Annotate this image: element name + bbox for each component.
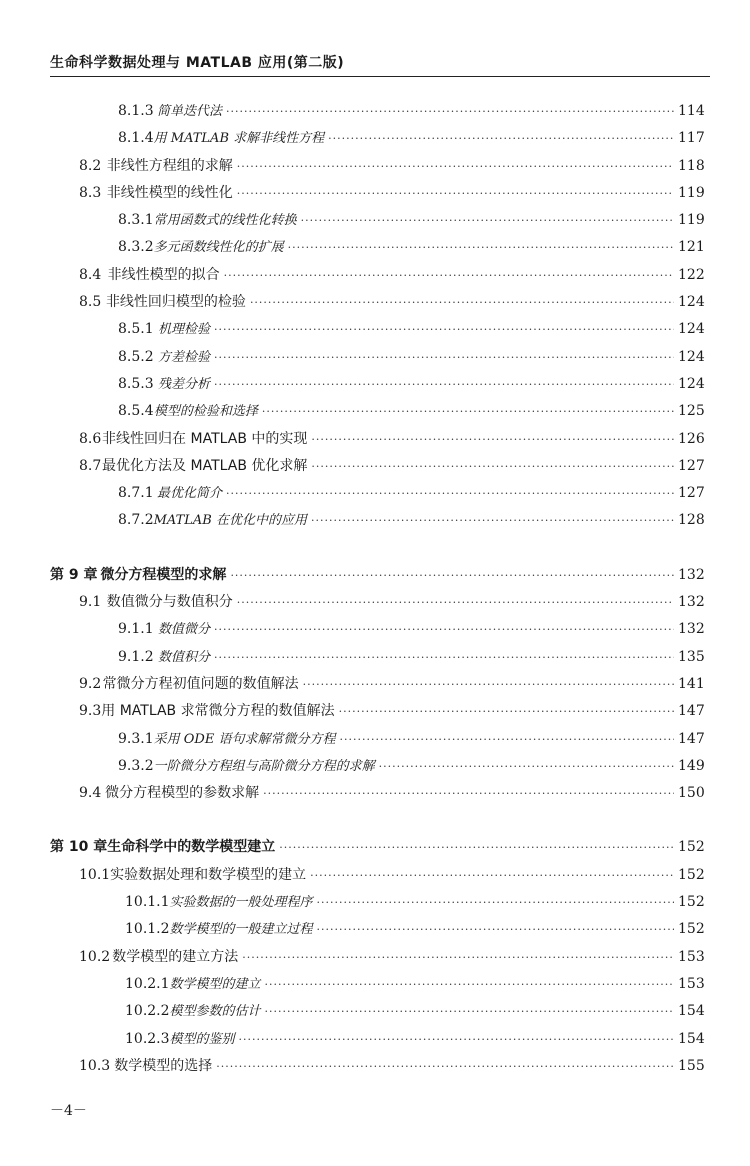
toc-entry[interactable] [0, 289, 750, 316]
dot-leader [224, 262, 674, 289]
toc-entry-title: 数值微分与数值积分 [106, 594, 233, 611]
toc-entry[interactable] [0, 507, 750, 534]
toc-entry-number: 9.1.2 [118, 648, 154, 665]
dot-leader [242, 944, 674, 971]
toc-entry-title: 非线性回归模型的检验 [105, 294, 246, 311]
dot-leader [216, 1053, 674, 1080]
toc-entry-number: 8.1.3 [118, 103, 154, 119]
toc-entry-number: 8.3 [79, 184, 102, 201]
toc-entry[interactable] [0, 698, 750, 725]
toc-entry-title: 微分方程模型的求解 [100, 566, 227, 583]
toc-entry-number: 8.5.1 [118, 321, 154, 338]
dot-leader [237, 589, 674, 616]
section-gap [0, 535, 750, 562]
toc-entry-title: 简单迭代法 [156, 104, 222, 119]
toc-entry-number: 8.5.2 [118, 348, 154, 365]
toc-entry-number: 9.2 [79, 675, 102, 692]
toc-entry-title: 方差检验 [158, 349, 211, 365]
toc-entry-number: 8.7 [79, 457, 102, 474]
toc-entry-title: 生命科学中的数学模型建立 [107, 839, 276, 856]
toc-entry-number: 第 10 章 [50, 839, 108, 856]
toc-entry-page: 135 [678, 648, 705, 665]
toc-entry-number: 9.1 [79, 594, 102, 611]
toc-entry-title: 数值微分 [158, 622, 211, 638]
dot-leader [265, 971, 674, 998]
toc-entry[interactable] [0, 562, 750, 589]
toc-entry-title: 采用 ODE 语句求解常微分方程 [153, 731, 336, 747]
toc-entry[interactable] [0, 671, 750, 698]
toc-entry[interactable] [0, 180, 750, 207]
toc-entry-title: 机理检验 [158, 322, 211, 338]
toc-entry[interactable] [0, 889, 750, 916]
dot-leader [250, 289, 674, 316]
toc-entry-page: 152 [678, 866, 705, 883]
toc-entry-page: 118 [678, 157, 705, 174]
toc-entry-number: 10.3 [79, 1057, 111, 1074]
toc-entry-page: 141 [678, 675, 705, 692]
toc-entry-page: 125 [678, 403, 705, 420]
toc-entry[interactable] [0, 862, 750, 889]
toc-entry-number: 10.1.1 [125, 894, 170, 911]
toc-entry-page: 154 [678, 1003, 705, 1020]
toc-entry[interactable] [0, 916, 750, 943]
toc-entry-number: 8.5 [79, 294, 102, 311]
toc-entry[interactable] [0, 262, 750, 289]
toc-entry-number: 8.5.4 [118, 403, 154, 420]
toc-entry-number: 第 9 章 [50, 566, 98, 583]
dot-leader [317, 916, 674, 943]
toc-entry[interactable] [0, 944, 750, 971]
dot-leader [303, 671, 674, 698]
toc-entry-page: 119 [678, 184, 705, 201]
dot-leader [263, 780, 674, 807]
dot-leader [237, 153, 674, 180]
toc-entry-number: 10.2.2 [125, 1003, 170, 1020]
toc-entry-title: 模型的鉴别 [169, 1031, 235, 1047]
toc-entry[interactable] [0, 998, 750, 1025]
toc-entry-page: 127 [678, 485, 705, 502]
toc-entry[interactable] [0, 480, 750, 507]
toc-entry-title: MATLAB 在优化中的应用 [153, 513, 307, 529]
toc-entry-page: 154 [678, 1030, 705, 1047]
toc-entry-number: 9.4 [79, 785, 102, 802]
toc-entry-page: 127 [678, 457, 705, 474]
toc-entry-title: 最优化简介 [156, 486, 222, 502]
toc-entry[interactable] [0, 753, 750, 780]
dot-leader [311, 426, 674, 453]
toc-entry-number: 8.7.1 [118, 485, 154, 502]
toc-entry-title: 模型的检验和选择 [153, 404, 258, 420]
toc-entry-page: 149 [678, 757, 705, 774]
dot-leader [311, 507, 674, 534]
dot-leader [226, 480, 674, 507]
toc-entry[interactable] [0, 316, 750, 343]
toc-entry-page: 132 [678, 621, 705, 638]
toc-entry-title: 残差分析 [158, 376, 211, 392]
dot-leader [379, 753, 674, 780]
toc-entry-number: 8.5.3 [118, 375, 154, 392]
toc-entry-title: 数学模型的一般建立过程 [169, 922, 313, 938]
toc-section-chapter-9 [0, 562, 750, 808]
toc-entry-page: 150 [678, 785, 705, 802]
toc-section-chapter-10 [0, 834, 750, 1080]
toc-entry[interactable] [0, 834, 750, 861]
dot-leader [226, 98, 674, 125]
dot-leader [214, 344, 674, 371]
toc-entry-number: 8.2 [79, 157, 102, 174]
toc-entry-number: 9.3 [79, 703, 102, 720]
toc-entry-title: 非线性模型的线性化 [106, 184, 233, 201]
toc-entry-title: 微分方程模型的参数求解 [105, 785, 260, 802]
dot-leader [279, 834, 674, 861]
toc-entry-page: 153 [678, 975, 705, 992]
toc-entry-page: 124 [678, 321, 705, 338]
toc-entry-number: 9.3.2 [118, 757, 154, 774]
dot-leader [239, 1026, 674, 1053]
toc-entry-page: 119 [678, 212, 705, 229]
toc-entry-title: 常用函数式的线性化转换 [153, 213, 297, 229]
dot-leader [339, 726, 674, 753]
page-number: －4－ [50, 1103, 87, 1119]
toc-entry-page: 124 [678, 348, 705, 365]
toc-entry[interactable] [0, 971, 750, 998]
toc-entry[interactable] [0, 589, 750, 616]
toc-entry-page: 124 [678, 375, 705, 392]
toc-entry-title: 数学模型的建立 [169, 976, 261, 992]
toc-entry-page: 126 [678, 430, 705, 447]
dot-leader [317, 889, 674, 916]
toc-entry-page: 147 [678, 703, 705, 720]
toc-entry-number: 8.3.1 [118, 212, 154, 229]
toc-entry-page: 152 [678, 839, 705, 856]
toc-entry[interactable] [0, 644, 750, 671]
toc-entry[interactable] [0, 426, 750, 453]
toc-entry-number: 10.1.2 [125, 921, 170, 938]
toc-entry-page: 132 [678, 566, 705, 583]
running-header: 生命科学数据处理与 MATLAB 应用(第二版) [50, 55, 345, 71]
dot-leader [328, 125, 674, 152]
dot-leader [230, 562, 674, 589]
dot-leader [288, 234, 674, 261]
toc-entry-title: 多元函数线性化的扩展 [153, 240, 284, 256]
toc-entry-number: 8.6 [79, 430, 102, 447]
toc-entry-title: 数学模型的建立方法 [112, 948, 239, 965]
toc-entry-page: 124 [678, 294, 705, 311]
toc-entry-number: 10.2.1 [125, 975, 170, 992]
dot-leader [301, 207, 674, 234]
header-rule [50, 76, 710, 77]
toc-entry-page: 132 [678, 594, 705, 611]
toc-entry-number: 8.7.2 [118, 512, 154, 529]
dot-leader [262, 398, 674, 425]
toc-section-chapter-8 [0, 98, 750, 535]
toc-entry-page: 122 [678, 266, 705, 283]
toc-entry-number: 9.3.1 [118, 730, 154, 747]
toc-entry-number: 9.1.1 [118, 621, 154, 638]
toc-entry-title: 用 MATLAB 求常微分方程的数值解法 [101, 703, 335, 720]
dot-leader [310, 862, 674, 889]
toc-entry[interactable] [0, 726, 750, 753]
toc-entry-number: 8.1.4 [118, 130, 154, 147]
toc-entry-title: 实验数据处理和数学模型的建立 [110, 866, 307, 883]
toc-entry-number: 8.3.2 [118, 239, 154, 256]
toc-entry[interactable] [0, 153, 750, 180]
toc-entry[interactable] [0, 98, 750, 125]
toc-entry[interactable] [0, 234, 750, 261]
toc-entry-page: 128 [678, 512, 705, 529]
toc-entry-title: 模型参数的估计 [169, 1004, 261, 1020]
toc-entry-title: 非线性方程组的求解 [106, 157, 233, 174]
toc-entry-title: 常微分方程初值问题的数值解法 [102, 675, 299, 692]
toc-entry-title: 数值积分 [158, 649, 211, 665]
toc-entry-page: 114 [678, 103, 705, 119]
dot-leader [237, 180, 674, 207]
toc-entry-page: 152 [678, 921, 705, 938]
toc-entry-number: 10.2 [79, 948, 111, 965]
toc-entry-page: 155 [678, 1057, 705, 1074]
toc-entry[interactable] [0, 616, 750, 643]
toc-entry-title: 一阶微分方程组与高阶微分方程的求解 [153, 758, 375, 774]
toc-entry[interactable] [0, 453, 750, 480]
toc-entry-title: 非线性模型的拟合 [107, 266, 220, 283]
toc-entry-number: 10.2.3 [125, 1030, 170, 1047]
dot-leader [214, 616, 674, 643]
toc-entry-title: 用 MATLAB 求解非线性方程 [153, 131, 325, 147]
toc-entry[interactable] [0, 398, 750, 425]
toc-entry[interactable] [0, 1053, 750, 1080]
toc-entry-page: 121 [678, 239, 705, 256]
dot-leader [311, 453, 674, 480]
dot-leader [214, 371, 674, 398]
toc-entry[interactable] [0, 371, 750, 398]
toc-entry[interactable] [0, 780, 750, 807]
toc-entry[interactable] [0, 1026, 750, 1053]
toc-entry[interactable] [0, 207, 750, 234]
toc-entry-number: 10.1 [79, 866, 111, 883]
toc-entry-page: 147 [678, 730, 705, 747]
toc-entry[interactable] [0, 125, 750, 152]
dot-leader [265, 998, 674, 1025]
toc-entry-page: 117 [678, 130, 705, 147]
dot-leader [214, 316, 674, 343]
section-gap [0, 807, 750, 834]
toc-entry-number: 8.4 [79, 266, 102, 283]
toc-entry-title: 实验数据的一般处理程序 [169, 895, 313, 911]
dot-leader [214, 644, 674, 671]
toc-entry-title: 数学模型的选择 [114, 1057, 213, 1074]
toc-entry-page: 152 [678, 894, 705, 911]
toc-entry-title: 非线性回归在 MATLAB 中的实现 [102, 430, 308, 447]
toc-entry-title: 最优化方法及 MATLAB 优化求解 [102, 457, 308, 474]
toc-entry[interactable] [0, 344, 750, 371]
dot-leader [339, 698, 674, 725]
table-of-contents [0, 98, 750, 1080]
toc-entry-page: 153 [678, 948, 705, 965]
